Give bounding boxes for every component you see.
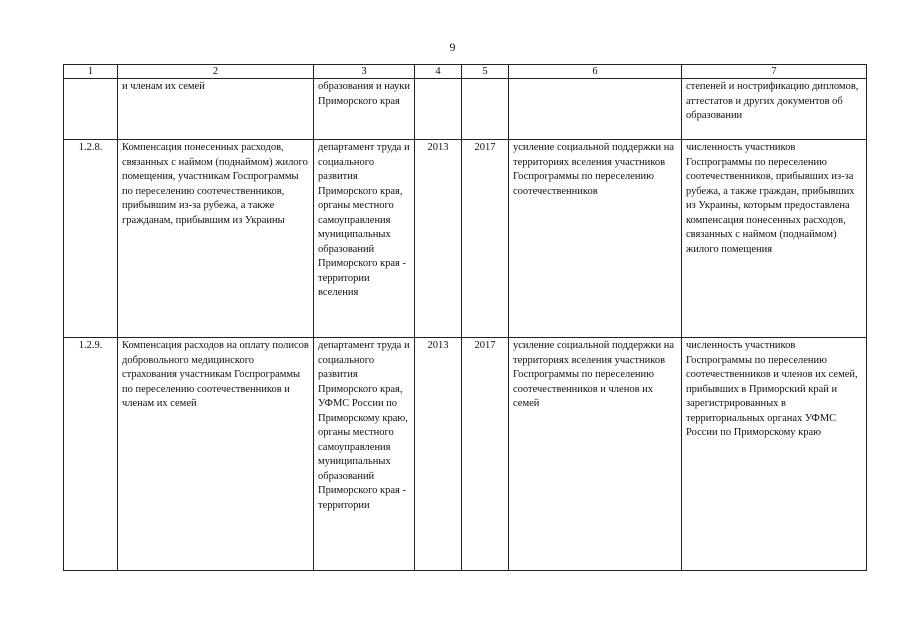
indicator: численность участников Госпрограммы по переселению соотечественников и членов их семей, прибывших в Приморский край и зарегистрированных в территориальных органах УФМС России по Приморскому краю: [682, 338, 867, 571]
indicator: численность участников Госпрограммы по переселению соотечественников, прибывших из-за рубежа, а также граждан, прибывших из Украины, которым предоставлена компенсация понесенных расходов, связанных с наймом (поднаймом) жилого помещения: [682, 140, 867, 338]
column-header-1: 1: [64, 65, 118, 79]
column-header-4: 4: [415, 65, 462, 79]
program-table: [63, 64, 867, 571]
table-row: [64, 79, 867, 140]
column-header-2: 2: [118, 65, 314, 79]
start-year: 2013: [415, 338, 462, 571]
column-header-6: 6: [509, 65, 682, 79]
row-number: [64, 79, 118, 140]
measure-name: Компенсация расходов на оплату полисов добровольного медицинского страхования участникам Госпрограммы по переселению соотечественников и членам их семей: [118, 338, 314, 571]
table-row: [64, 140, 867, 338]
indicator: степеней и нострификацию дипломов, аттестатов и других документов об образовании: [682, 79, 867, 140]
table-row: [64, 338, 867, 571]
row-number: 1.2.9.: [64, 338, 118, 571]
column-header-3: 3: [314, 65, 415, 79]
expected-result: усиление социальной поддержки на территориях вселения участников Госпрограммы по переселению соотечественников: [509, 140, 682, 338]
end-year: [462, 79, 509, 140]
page-number: 9: [449, 40, 456, 54]
expected-result: усиление социальной поддержки на территориях вселения участников Госпрограммы по переселению соотечественников и членов их семей: [509, 338, 682, 571]
executor: департамент труда и социального развития Приморского края, УФМС России по Приморскому краю, органы местного самоуправления муниципальных образований Приморского края - территории: [314, 338, 415, 571]
start-year: 2013: [415, 140, 462, 338]
executor: департамент труда и социального развития Приморского края, органы местного самоуправления муниципальных образований Приморского края - территории вселения: [314, 140, 415, 338]
column-header-7: 7: [682, 65, 867, 79]
end-year: 2017: [462, 140, 509, 338]
row-number: 1.2.8.: [64, 140, 118, 338]
measure-name: и членам их семей: [118, 79, 314, 140]
start-year: [415, 79, 462, 140]
measure-name: Компенсация понесенных расходов, связанных с наймом (поднаймом) жилого помещения, участникам Госпрограммы по переселению соотечественников, прибывшим из-за рубежа, а также гражданам, прибывшим из Украины: [118, 140, 314, 338]
table-header-row: [64, 65, 867, 79]
column-header-5: 5: [462, 65, 509, 79]
executor: образования и науки Приморского края: [314, 79, 415, 140]
expected-result: [509, 79, 682, 140]
end-year: 2017: [462, 338, 509, 571]
